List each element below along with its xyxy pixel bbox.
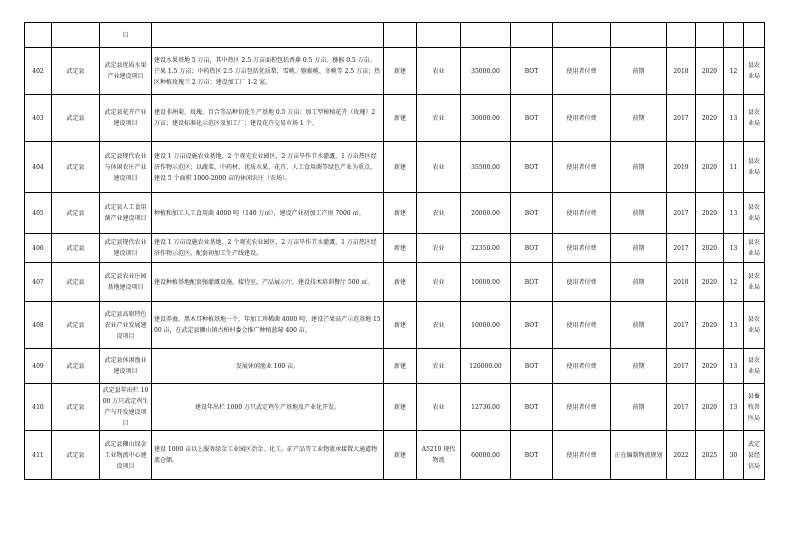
cell-start — [667, 23, 696, 48]
cell-content: 发展休闲渔业 100 亩。 — [152, 349, 384, 384]
cell-years: 13 — [724, 349, 744, 384]
cell-industry: 农业 — [417, 142, 461, 193]
cell-mode: BOT — [511, 193, 553, 234]
cell-start: 2022 — [667, 431, 696, 480]
cell-project: 武定县人工食用菌产业建设项目 — [100, 193, 152, 234]
cell-stage: 前期 — [611, 384, 667, 431]
cell-years: 11 — [724, 142, 744, 193]
cell-county: 武定县 — [52, 95, 100, 142]
cell-stage: 前期 — [611, 95, 667, 142]
cell-industry: 农业 — [417, 48, 461, 95]
cell-no: 405 — [25, 193, 52, 234]
table-row — [25, 302, 765, 349]
cell-mode: BOT — [511, 142, 553, 193]
cell-content: 建设 1000 亩以上服务绿金工业园区冶金、化工、矿产品等工业物流承接置大通道物流仓储。 — [152, 431, 384, 480]
cell-end: 2020 — [696, 302, 724, 349]
cell-project: 武定县休闲渔业建设项目 — [100, 349, 152, 384]
table-row — [25, 48, 765, 95]
cell-invest: 35000.00 — [461, 48, 511, 95]
cell-dept: 县农业局 — [744, 95, 765, 142]
cell-project: 武定县优质水果产业建设项目 — [100, 48, 152, 95]
cell-end: 2020 — [696, 48, 724, 95]
cell-industry: 农业 — [417, 302, 461, 349]
cell-industry: 农业 — [417, 384, 461, 431]
cell-no: 403 — [25, 95, 52, 142]
cell-stage: 正在编制物流规划 — [611, 431, 667, 480]
cell-stage: 前期 — [611, 142, 667, 193]
cell-county: 武定县 — [52, 431, 100, 480]
table-row — [25, 95, 765, 142]
cell-dept: 县农业局 — [744, 234, 765, 263]
cell-return: 使用者付费 — [553, 234, 611, 263]
cell-invest: 10000.00 — [461, 263, 511, 302]
cell-end: 2020 — [696, 349, 724, 384]
cell-county: 武定县 — [52, 384, 100, 431]
cell-end: 2020 — [696, 234, 724, 263]
cell-return: 使用者付费 — [553, 302, 611, 349]
table-row — [25, 384, 765, 431]
cell-content: 建设 1 万亩设施农业基地、2 个观光农业园区，2 万亩旱作节水灌溉，1 万亩热区经济作物示范区；以蔬菜、中药材、优质水果、花卉、人工食用菌等绿色产业为重点，建设 5 个面积 1000-2000 亩的休闲农庄（农场）。 — [152, 142, 384, 193]
cell-stage: 前期 — [611, 48, 667, 95]
cell-content: 建设养蚕，黑木耳种植基地一个，年加工珍稀菌 4000 吨；建设芒果高产示范基地 1500 亩，在武定县狮山镇古柏村委会推广种植蓝莓 400 亩。 — [152, 302, 384, 349]
cell-project: 武定县花卉产业建设项目 — [100, 95, 152, 142]
cell-county — [52, 23, 100, 48]
cell-stage: 前期 — [611, 193, 667, 234]
cell-dept: 县畜牧兽医局 — [744, 384, 765, 431]
cell-stage: 前期 — [611, 263, 667, 302]
cell-mode: BOT — [511, 384, 553, 431]
cell-dept: 县农业局 — [744, 142, 765, 193]
table-row — [25, 263, 765, 302]
cell-dept — [744, 23, 765, 48]
cell-dept: 县农业局 — [744, 48, 765, 95]
cell-return: 使用者付费 — [553, 384, 611, 431]
cell-type: 新建 — [384, 263, 417, 302]
cell-industry: 农业 — [417, 263, 461, 302]
cell-stage: 前期 — [611, 234, 667, 263]
cell-mode: BOT — [511, 48, 553, 95]
cell-years: 12 — [724, 263, 744, 302]
cell-no: 404 — [25, 142, 52, 193]
cell-invest: 35500.00 — [461, 142, 511, 193]
cell-end: 2020 — [696, 95, 724, 142]
cell-stage — [611, 23, 667, 48]
cell-mode: BOT — [511, 234, 553, 263]
cell-project: 目 — [100, 23, 152, 48]
cell-years: 13 — [724, 234, 744, 263]
cell-type: 新建 — [384, 349, 417, 384]
cell-start: 2017 — [667, 302, 696, 349]
cell-no: 410 — [25, 384, 52, 431]
cell-project: 武定县现代农业与休闲农庄产业建设项目 — [100, 142, 152, 193]
cell-start: 2017 — [667, 193, 696, 234]
cell-type: 新建 — [384, 234, 417, 263]
cell-invest: 10000.00 — [461, 302, 511, 349]
cell-years: 13 — [724, 384, 744, 431]
cell-end: 2020 — [696, 193, 724, 234]
cell-county: 武定县 — [52, 193, 100, 234]
cell-invest — [461, 23, 511, 48]
cell-content — [152, 23, 384, 48]
cell-stage: 前期 — [611, 302, 667, 349]
cell-no: 402 — [25, 48, 52, 95]
cell-invest: 120000.00 — [461, 349, 511, 384]
cell-industry: 农业 — [417, 349, 461, 384]
table-row — [25, 142, 765, 193]
cell-start: 2017 — [667, 384, 696, 431]
project-table — [24, 22, 765, 480]
cell-return: 使用者付费 — [553, 193, 611, 234]
cell-mode: BOT — [511, 302, 553, 349]
cell-return: 使用者付费 — [553, 95, 611, 142]
cell-return: 使用者付费 — [553, 142, 611, 193]
cell-type — [384, 23, 417, 48]
cell-end: 2020 — [696, 384, 724, 431]
cell-years: 13 — [724, 302, 744, 349]
cell-type: 新建 — [384, 431, 417, 480]
cell-start: 2017 — [667, 349, 696, 384]
cell-type: 新建 — [384, 48, 417, 95]
cell-end — [696, 23, 724, 48]
cell-stage: 前期 — [611, 349, 667, 384]
cell-return: 使用者付费 — [553, 431, 611, 480]
cell-no: 409 — [25, 349, 52, 384]
cell-years — [724, 23, 744, 48]
cell-project: 武定县年出栏 1000 万只武定鸡生产与开发建设项目 — [100, 384, 152, 431]
cell-content: 建设年出栏 1000 万只武定鸡生产基地及产业化开发。 — [152, 384, 384, 431]
cell-project: 武定县现代农业建设项目 — [100, 234, 152, 263]
cell-county: 武定县 — [52, 302, 100, 349]
cell-invest: 20000.00 — [461, 193, 511, 234]
cell-type: 新建 — [384, 384, 417, 431]
cell-years: 30 — [724, 431, 744, 480]
cell-dept: 县农业局 — [744, 193, 765, 234]
cell-end: 2025 — [696, 431, 724, 480]
cell-start: 2017 — [667, 234, 696, 263]
cell-county: 武定县 — [52, 48, 100, 95]
cell-invest: 12736.00 — [461, 384, 511, 431]
cell-no — [25, 23, 52, 48]
cell-mode: BOT — [511, 431, 553, 480]
cell-dept: 县农业局 — [744, 263, 765, 302]
cell-content: 建设种植基地配套强灌溉设施，接待室，产品展示厅，建设技术培训餐厅 500 ㎡。 — [152, 263, 384, 302]
table-row — [25, 431, 765, 480]
cell-dept: 武定县经信局 — [744, 431, 765, 480]
cell-no: 406 — [25, 234, 52, 263]
cell-content: 建设水果基地 5 万亩，其中热区 2.5 万亩面积包括香蕉 0.5 万亩、猕猴 0.5 万亩、芒果 1.5 万亩；中药热区 2.5 万亩包括优质梨、雪桃、猕猴桃、冬桃等 2.5 万亩；热区种植玫瑰兰 2 万亩；建设加工厂 1-2 家。 — [152, 48, 384, 95]
cell-years: 12 — [724, 48, 744, 95]
cell-county: 武定县 — [52, 349, 100, 384]
table-row — [25, 234, 765, 263]
cell-industry: 农业 — [417, 234, 461, 263]
cell-type: 新建 — [384, 302, 417, 349]
cell-return: 使用者付费 — [553, 263, 611, 302]
cell-industry — [417, 23, 461, 48]
cell-mode: BOT — [511, 95, 553, 142]
cell-dept: 县农业局 — [744, 302, 765, 349]
cell-invest: 30000.00 — [461, 95, 511, 142]
cell-county: 武定县 — [52, 142, 100, 193]
cell-end: 2020 — [696, 263, 724, 302]
cell-content: 种植和加工人工食用菌 4000 吨（140 万㎡），建设产业初加工产房 7000 ㎡。 — [152, 193, 384, 234]
cell-industry: 农业 — [417, 95, 461, 142]
cell-return: 使用者付费 — [553, 48, 611, 95]
table-row — [25, 349, 765, 384]
cell-dept: 县农业局 — [744, 349, 765, 384]
cell-type: 新建 — [384, 95, 417, 142]
cell-years: 13 — [724, 95, 744, 142]
cell-invest: 60000.00 — [461, 431, 511, 480]
cell-years: 13 — [724, 193, 744, 234]
cell-industry: A5210 现代物流 — [417, 431, 461, 480]
cell-content: 建设非洲菊、玫瑰、百合等品种切花生产基地 0.5 万亩；加工型秘植花卉（玫瑰）2 万亩；建设标准化示范区及加工厂；建设花卉交易市场 1 个。 — [152, 95, 384, 142]
table-row — [25, 193, 765, 234]
table-row — [25, 23, 765, 48]
cell-county: 武定县 — [52, 263, 100, 302]
cell-project: 武定县狮山绿金工业物流中心建设项目 — [100, 431, 152, 480]
cell-mode: BOT — [511, 263, 553, 302]
cell-no: 411 — [25, 431, 52, 480]
cell-no: 408 — [25, 302, 52, 349]
cell-county: 武定县 — [52, 234, 100, 263]
cell-type: 新建 — [384, 142, 417, 193]
cell-project: 武定县高原特色农业产业发展建设项目 — [100, 302, 152, 349]
cell-type: 新建 — [384, 193, 417, 234]
cell-no: 407 — [25, 263, 52, 302]
cell-mode — [511, 23, 553, 48]
cell-industry: 农业 — [417, 193, 461, 234]
cell-invest: 22350.00 — [461, 234, 511, 263]
cell-return: 使用者付费 — [553, 349, 611, 384]
cell-start: 2018 — [667, 263, 696, 302]
cell-end: 2020 — [696, 142, 724, 193]
cell-project: 武定县农业庄园基地建设项目 — [100, 263, 152, 302]
cell-return — [553, 23, 611, 48]
cell-content: 建设 1 万亩设施农业基地、2 个观光农业园区，2 万亩旱作节水灌溉，1 万亩热区经济作物示范区，配套初加工生产线建设。 — [152, 234, 384, 263]
cell-start: 2017 — [667, 95, 696, 142]
cell-start: 2019 — [667, 142, 696, 193]
cell-start: 2018 — [667, 48, 696, 95]
cell-mode: BOT — [511, 349, 553, 384]
